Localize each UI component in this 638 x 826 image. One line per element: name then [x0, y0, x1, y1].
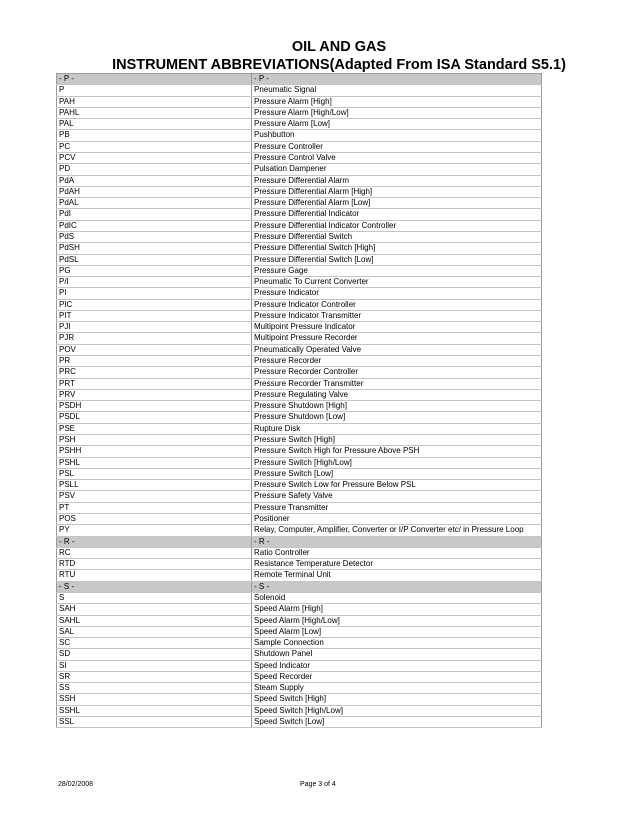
- abbreviation-code: PSHH: [57, 446, 252, 457]
- abbreviation-description: Pressure Safety Valve: [252, 491, 542, 502]
- abbreviation-description: Speed Recorder: [252, 671, 542, 682]
- abbreviation-code: PCV: [57, 152, 252, 163]
- abbreviation-code: PSHL: [57, 457, 252, 468]
- table-row: [57, 231, 542, 242]
- abbreviation-description: Pressure Controller: [252, 141, 542, 152]
- abbreviation-code: RTU: [57, 570, 252, 581]
- abbreviation-description: Speed Alarm [Low]: [252, 626, 542, 637]
- table-row: [57, 141, 542, 152]
- abbreviation-description: Remote Terminal Unit: [252, 570, 542, 581]
- abbreviation-description: Pressure Recorder: [252, 356, 542, 367]
- table-row: [57, 209, 542, 220]
- abbreviation-description: Pressure Recorder Transmitter: [252, 378, 542, 389]
- abbreviation-description: Speed Alarm [High/Low]: [252, 615, 542, 626]
- table-row: [57, 96, 542, 107]
- abbreviation-code: SAH: [57, 604, 252, 615]
- abbreviation-description: Pressure Switch High for Pressure Above PSH: [252, 446, 542, 457]
- abbreviation-description: Speed Switch [Low]: [252, 717, 542, 728]
- footer-date: 28/02/2008: [58, 781, 94, 788]
- abbreviation-code: SS: [57, 683, 252, 694]
- table-row: [57, 356, 542, 367]
- abbreviation-code: PAHL: [57, 107, 252, 118]
- abbreviation-code: RC: [57, 547, 252, 558]
- abbreviation-description: Pressure Recorder Controller: [252, 367, 542, 378]
- abbreviation-description: Pressure Differential Indicator Controller: [252, 220, 542, 231]
- table-row: [57, 457, 542, 468]
- abbreviation-description: Pressure Indicator Controller: [252, 299, 542, 310]
- abbreviation-code: PdA: [57, 175, 252, 186]
- table-row: [57, 288, 542, 299]
- abbreviation-code: PdI: [57, 209, 252, 220]
- abbreviation-description: Pressure Differential Alarm: [252, 175, 542, 186]
- table-row: [57, 525, 542, 536]
- document-title: [0, 38, 638, 74]
- abbreviation-description: Pressure Switch [High]: [252, 435, 542, 446]
- table-row: [57, 513, 542, 524]
- abbreviation-code: - S -: [57, 581, 252, 592]
- abbreviation-code: SSH: [57, 694, 252, 705]
- table-row: [57, 717, 542, 728]
- abbreviations-table-body: [57, 74, 542, 728]
- table-row: [57, 480, 542, 491]
- abbreviation-description: Solenoid: [252, 592, 542, 603]
- abbreviation-code: PdS: [57, 231, 252, 242]
- abbreviation-code: PRT: [57, 378, 252, 389]
- table-row: [57, 389, 542, 400]
- footer-page-number: Page 3 of 4: [300, 781, 336, 788]
- abbreviation-code: SD: [57, 649, 252, 660]
- table-row: [57, 446, 542, 457]
- abbreviation-code: PRC: [57, 367, 252, 378]
- table-row: [57, 660, 542, 671]
- table-row: [57, 683, 542, 694]
- abbreviation-description: Pressure Differential Switch: [252, 231, 542, 242]
- abbreviation-code: PJR: [57, 333, 252, 344]
- abbreviation-description: Pressure Differential Switch [High]: [252, 243, 542, 254]
- table-row: [57, 401, 542, 412]
- abbreviation-code: PT: [57, 502, 252, 513]
- abbreviation-code: PG: [57, 265, 252, 276]
- table-row: [57, 299, 542, 310]
- abbreviation-description: - S -: [252, 581, 542, 592]
- table-row: [57, 412, 542, 423]
- abbreviation-description: Multipoint Pressure Indicator: [252, 322, 542, 333]
- abbreviation-code: PRV: [57, 389, 252, 400]
- table-row: [57, 638, 542, 649]
- table-row: [57, 164, 542, 175]
- abbreviation-description: Pressure Control Valve: [252, 152, 542, 163]
- abbreviation-code: SR: [57, 671, 252, 682]
- abbreviation-code: PD: [57, 164, 252, 175]
- table-row: [57, 220, 542, 231]
- table-row: [57, 243, 542, 254]
- abbreviation-code: PAH: [57, 96, 252, 107]
- abbreviation-code: - R -: [57, 536, 252, 547]
- abbreviation-code: PdSL: [57, 254, 252, 265]
- table-row: [57, 130, 542, 141]
- table-row: [57, 604, 542, 615]
- abbreviation-description: Pneumatic To Current Converter: [252, 277, 542, 288]
- abbreviation-description: Pressure Differential Indicator: [252, 209, 542, 220]
- abbreviation-code: S: [57, 592, 252, 603]
- abbreviation-description: Pressure Switch Low for Pressure Below PSL: [252, 480, 542, 491]
- table-row: [57, 175, 542, 186]
- table-row: [57, 649, 542, 660]
- abbreviation-code: PSLL: [57, 480, 252, 491]
- abbreviation-description: Pressure Alarm [High/Low]: [252, 107, 542, 118]
- title-line-2: INSTRUMENT ABBREVIATIONS(Adapted From ISA Standard S5.1): [112, 57, 566, 73]
- table-row: [57, 85, 542, 96]
- abbreviation-description: Pressure Indicator Transmitter: [252, 310, 542, 321]
- abbreviation-code: PAL: [57, 119, 252, 130]
- abbreviation-description: Pulsation Dampener: [252, 164, 542, 175]
- abbreviation-code: PSDH: [57, 401, 252, 412]
- table-section-header: [57, 536, 542, 547]
- table-row: [57, 254, 542, 265]
- abbreviation-description: Rupture Disk: [252, 423, 542, 434]
- table-row: [57, 491, 542, 502]
- abbreviation-code: PIT: [57, 310, 252, 321]
- table-row: [57, 570, 542, 581]
- abbreviation-code: RTD: [57, 559, 252, 570]
- table-section-header: [57, 581, 542, 592]
- abbreviation-description: Pressure Transmitter: [252, 502, 542, 513]
- abbreviation-code: - P -: [57, 74, 252, 85]
- abbreviation-description: Pressure Gage: [252, 265, 542, 276]
- abbreviation-description: Positioner: [252, 513, 542, 524]
- abbreviation-description: Speed Switch [High]: [252, 694, 542, 705]
- table-row: [57, 468, 542, 479]
- table-row: [57, 547, 542, 558]
- abbreviation-description: Pneumatically Operated Valve: [252, 344, 542, 355]
- table-section-header: [57, 74, 542, 85]
- abbreviation-description: Pressure Differential Switch [Low]: [252, 254, 542, 265]
- abbreviation-description: Pressure Switch [Low]: [252, 468, 542, 479]
- abbreviation-code: SI: [57, 660, 252, 671]
- abbreviation-description: Multipoint Pressure Recorder: [252, 333, 542, 344]
- abbreviation-description: Pressure Alarm [High]: [252, 96, 542, 107]
- abbreviation-description: Pressure Differential Alarm [High]: [252, 186, 542, 197]
- abbreviation-description: Pressure Shutdown [High]: [252, 401, 542, 412]
- abbreviation-description: Speed Alarm [High]: [252, 604, 542, 615]
- abbreviation-code: POV: [57, 344, 252, 355]
- abbreviation-code: PdSH: [57, 243, 252, 254]
- table-row: [57, 502, 542, 513]
- table-row: [57, 626, 542, 637]
- abbreviation-code: PdAL: [57, 198, 252, 209]
- abbreviation-code: PC: [57, 141, 252, 152]
- abbreviation-description: - R -: [252, 536, 542, 547]
- abbreviation-description: Relay, Computer, Amplifier, Converter or I/P Converter etc/ in Pressure Loop: [252, 525, 542, 536]
- abbreviation-code: SSL: [57, 717, 252, 728]
- abbreviation-code: PI: [57, 288, 252, 299]
- abbreviation-description: Pressure Alarm [Low]: [252, 119, 542, 130]
- table-row: [57, 333, 542, 344]
- abbreviation-code: SC: [57, 638, 252, 649]
- abbreviation-description: Shutdown Panel: [252, 649, 542, 660]
- abbreviation-code: SAL: [57, 626, 252, 637]
- table-row: [57, 423, 542, 434]
- table-row: [57, 615, 542, 626]
- table-row: [57, 186, 542, 197]
- abbreviation-description: Steam Supply: [252, 683, 542, 694]
- table-row: [57, 344, 542, 355]
- abbreviation-description: Pressure Differential Alarm [Low]: [252, 198, 542, 209]
- abbreviation-code: PR: [57, 356, 252, 367]
- title-line-1: OIL AND GAS: [291, 39, 387, 55]
- abbreviation-code: POS: [57, 513, 252, 524]
- table-row: [57, 435, 542, 446]
- table-row: [57, 277, 542, 288]
- abbreviation-code: P/I: [57, 277, 252, 288]
- table-row: [57, 694, 542, 705]
- abbreviation-description: Pushbutton: [252, 130, 542, 141]
- abbreviation-description: Resistance Temperature Detector: [252, 559, 542, 570]
- abbreviation-code: PY: [57, 525, 252, 536]
- table-row: [57, 152, 542, 163]
- abbreviation-description: Ratio Controller: [252, 547, 542, 558]
- abbreviation-description: Pressure Shutdown [Low]: [252, 412, 542, 423]
- abbreviation-code: PdAH: [57, 186, 252, 197]
- abbreviation-code: PSDL: [57, 412, 252, 423]
- abbreviation-code: SAHL: [57, 615, 252, 626]
- table-row: [57, 367, 542, 378]
- abbreviation-code: P: [57, 85, 252, 96]
- table-row: [57, 592, 542, 603]
- abbreviation-code: PJI: [57, 322, 252, 333]
- table-row: [57, 107, 542, 118]
- abbreviation-code: PSE: [57, 423, 252, 434]
- table-row: [57, 265, 542, 276]
- abbreviation-description: Speed Indicator: [252, 660, 542, 671]
- table-row: [57, 310, 542, 321]
- abbreviation-description: Speed Switch [High/Low]: [252, 705, 542, 716]
- table-row: [57, 559, 542, 570]
- abbreviation-code: PSL: [57, 468, 252, 479]
- abbreviation-code: PSV: [57, 491, 252, 502]
- table-row: [57, 198, 542, 209]
- table-row: [57, 671, 542, 682]
- abbreviation-code: PSH: [57, 435, 252, 446]
- abbreviation-code: PIC: [57, 299, 252, 310]
- abbreviation-description: Pressure Indicator: [252, 288, 542, 299]
- abbreviation-code: PdIC: [57, 220, 252, 231]
- table-row: [57, 119, 542, 130]
- table-row: [57, 378, 542, 389]
- abbreviation-description: Pneumatic Signal: [252, 85, 542, 96]
- abbreviation-description: Pressure Switch [High/Low]: [252, 457, 542, 468]
- abbreviation-description: Pressure Regulating Valve: [252, 389, 542, 400]
- table-row: [57, 705, 542, 716]
- abbreviation-code: PB: [57, 130, 252, 141]
- abbreviation-code: SSHL: [57, 705, 252, 716]
- abbreviation-description: - P -: [252, 74, 542, 85]
- table-row: [57, 322, 542, 333]
- abbreviations-table: [56, 73, 542, 728]
- abbreviation-description: Sample Connection: [252, 638, 542, 649]
